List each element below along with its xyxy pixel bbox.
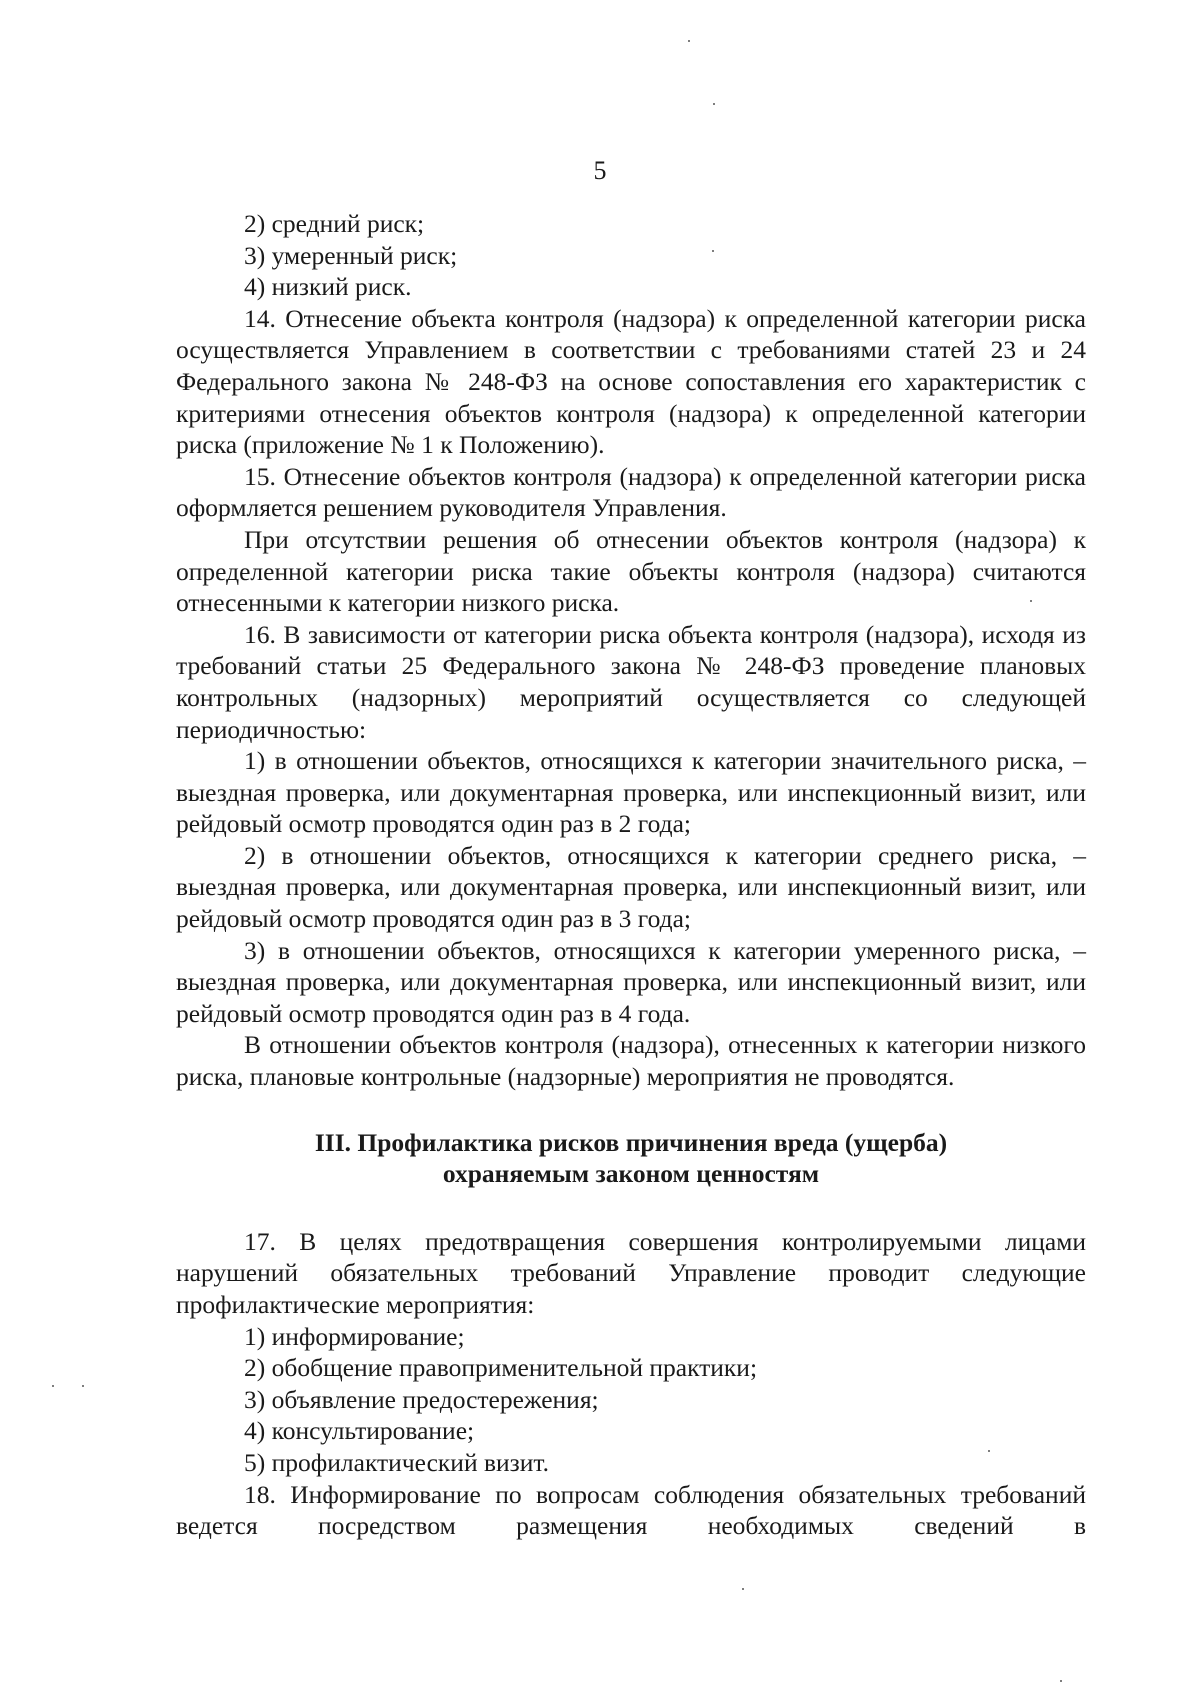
paragraph-16-low-risk: В отношении объектов контроля (надзора), отнесенных к категории низкого риска, плановые контрольные (надзорные) мероприятия не проводятся. <box>176 1030 1086 1092</box>
scan-speck <box>52 1385 54 1387</box>
risk-category-list <box>176 208 1086 303</box>
list-item: 4) низкий риск. <box>244 272 412 302</box>
page-number: 5 <box>593 156 607 185</box>
scan-speck <box>742 1588 744 1590</box>
paragraph-16-item-3: 3) в отношении объектов, относящихся к категории умеренного риска, – выездная проверка, или документарная проверка, или инспекционный визит, или рейдовый осмотр проводятся один раз в 4 года. <box>176 935 1086 1028</box>
scan-speck <box>988 1450 990 1452</box>
prevention-measures-list <box>176 1321 1086 1479</box>
list-item: 5) профилактический визит. <box>244 1447 549 1477</box>
scan-speck <box>688 40 690 42</box>
list-item: 3) умеренный риск; <box>244 240 458 270</box>
paragraph-18: 18. Информирование по вопросам соблюдения обязательных требований ведется посредством размещения необходимых сведений в <box>176 1479 1086 1541</box>
list-item: 2) средний риск; <box>244 209 425 238</box>
scan-speck <box>1030 600 1032 602</box>
section-heading-line-1: III. Профилактика рисков причинения вреда (ущерба) <box>314 1127 948 1157</box>
paragraph-15: 15. Отнесение объектов контроля (надзора) к определенной категории риска оформляется решением руководителя Управления. <box>176 461 1086 523</box>
section-heading-line-2: охраняемым законом ценностям <box>442 1159 820 1189</box>
list-item: 3) объявление предостережения; <box>244 1384 599 1414</box>
scan-speck <box>1060 1680 1062 1682</box>
list-item: 4) консультирование; <box>244 1416 475 1446</box>
paragraph-16-item-1: 1) в отношении объектов, относящихся к категории значительного риска, – выездная проверка, или документарная проверка, или инспекционный визит, или рейдовый осмотр проводятся один раз в 2 года; <box>176 746 1086 839</box>
paragraph-16-item-2: 2) в отношении объектов, относящихся к категории среднего риска, – выездная проверка, или документарная проверка, или инспекционный визит, или рейдовый осмотр проводятся один раз в 3 года; <box>176 840 1086 934</box>
scan-speck <box>713 103 715 105</box>
scan-speck <box>712 250 714 252</box>
paragraph-16: 16. В зависимости от категории риска объекта контроля (надзора), исходя из требований статьи 25 Федерального закона № 248-ФЗ проведение плановых контрольных (надзорных) мероприятий осуществляется со следующей периодичностью: <box>176 619 1086 744</box>
list-item: 1) информирование; <box>244 1321 465 1351</box>
paragraph-17: 17. В целях предотвращения совершения контролируемыми лицами нарушений обязательных требований Управление проводит следующие профилактические мероприятия: <box>176 1226 1086 1319</box>
list-item: 2) обобщение правоприменительной практики; <box>244 1353 758 1383</box>
paragraph-15-continuation: При отсутствии решения об отнесении объектов контроля (надзора) к определенной категории риска такие объекты контроля (надзора) считаются отнесенными к категории низкого риска. <box>176 524 1086 618</box>
document-body <box>176 208 1086 1542</box>
scan-speck <box>82 1385 84 1387</box>
paragraph-14: 14. Отнесение объекта контроля (надзора) к определенной категории риска осуществляется Управлением в соответствии с требованиями статей 23 и 24 Федерального закона № 248-ФЗ на основе сопоставления его характеристик с критериями отнесения объектов контроля (надзора) к определенной категории риска (приложение № 1 к Положению). <box>176 303 1086 460</box>
section-heading <box>176 1127 1086 1190</box>
